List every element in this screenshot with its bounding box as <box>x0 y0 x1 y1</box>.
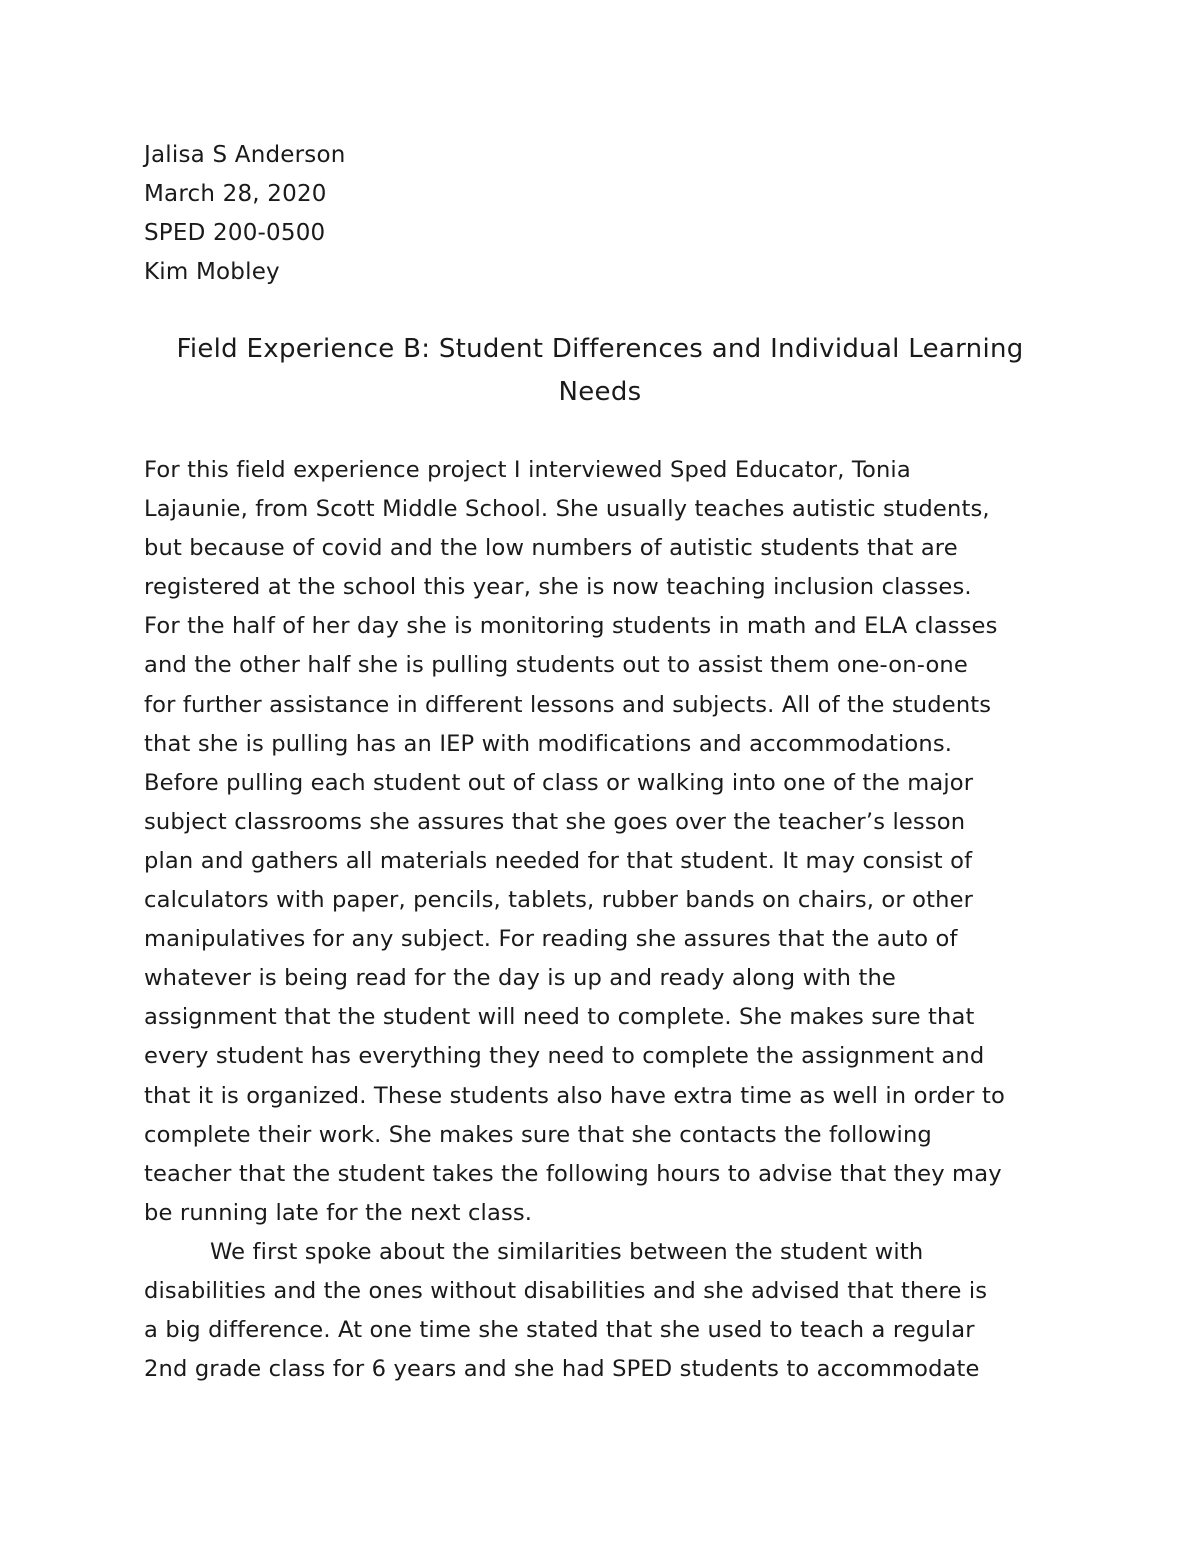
body-line: teacher that the student takes the following hours to advise that they may <box>144 1160 1002 1187</box>
body-line: For this field experience project I interviewed Sped Educator, Tonia <box>144 457 911 483</box>
body-line: for further assistance in different lessons and subjects. All of the students <box>144 691 992 718</box>
body-line: but because of covid and the low numbers of autistic students that are <box>144 535 958 562</box>
body-line: that she is pulling has an IEP with modifications and accommodations. <box>144 730 953 757</box>
body-line: plan and gathers all materials needed for that student. It may consist of <box>144 847 973 874</box>
body-line: subject classrooms she assures that she goes over the teacher’s lesson <box>144 808 966 835</box>
instructor-name: Kim Mobley <box>144 259 280 285</box>
document-body <box>144 451 1064 1389</box>
body-line: complete their work. She makes sure that she contacts the following <box>144 1121 932 1148</box>
body-line: disabilities and the ones without disabilities and she advised that there is <box>144 1277 988 1304</box>
body-line: assignment that the student will need to complete. She makes sure that <box>144 1004 975 1031</box>
body-line: calculators with paper, pencils, tablets, rubber bands on chairs, or other <box>144 887 974 914</box>
body-line: For the half of her day she is monitoring students in math and ELA classes <box>144 613 998 640</box>
body-line: whatever is being read for the day is up and ready along with the <box>144 965 896 992</box>
paragraph-start-line: We first spoke about the similarities between the student with <box>210 1238 924 1265</box>
body-line: that it is organized. These students also have extra time as well in order to <box>144 1082 1005 1109</box>
body-line: every student has everything they need to complete the assignment and <box>144 1043 985 1070</box>
title-line-1: Field Experience B: Student Differences and Individual Learning <box>176 334 1024 364</box>
title-line-2: Needs <box>558 377 642 407</box>
body-line: Before pulling each student out of class or walking into one of the major <box>144 769 974 796</box>
body-line: 2nd grade class for 6 years and she had SPED students to accommodate <box>144 1356 980 1383</box>
document-date: March 28, 2020 <box>144 181 327 207</box>
course-code: SPED 200-0500 <box>144 220 326 246</box>
body-line: and the other half she is pulling students out to assist them one-on-one <box>144 652 968 679</box>
body-line: be running late for the next class. <box>144 1199 533 1226</box>
body-line: a big difference. At one time she stated that she used to teach a regular <box>144 1317 975 1344</box>
body-line: registered at the school this year, she is now teaching inclusion classes. <box>144 574 972 601</box>
document-header <box>144 136 1044 292</box>
body-line: Lajaunie, from Scott Middle School. She usually teaches autistic students, <box>144 496 990 523</box>
document-title <box>144 328 1056 414</box>
author-name: Jalisa S Anderson <box>144 142 346 168</box>
body-line: manipulatives for any subject. For reading she assures that the auto of <box>144 926 958 953</box>
